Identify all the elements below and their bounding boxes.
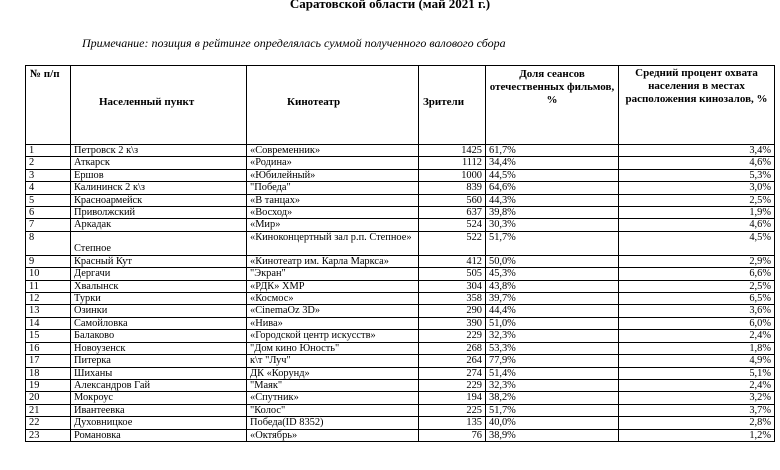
- cinema-cell: «Кинотеатр им. Карла Маркса»: [247, 255, 419, 267]
- table-row: [26, 231, 775, 255]
- city-cell: Самойловка: [71, 317, 247, 329]
- domestic-share-cell: 44,5%: [486, 169, 619, 181]
- table-row: [26, 268, 775, 280]
- coverage-cell: 3,0%: [619, 182, 775, 194]
- city-cell: Красный Кут: [71, 255, 247, 267]
- table-row: [26, 182, 775, 194]
- coverage-cell: 1,9%: [619, 207, 775, 219]
- row-number: 12: [26, 293, 71, 305]
- row-number: 6: [26, 207, 71, 219]
- cinema-cell: «Современник»: [247, 145, 419, 157]
- cinema-cell: «Космос»: [247, 293, 419, 305]
- coverage-cell: 2,8%: [619, 417, 775, 429]
- city-cell: Аркадак: [71, 219, 247, 231]
- cinema-cell: «Родина»: [247, 157, 419, 169]
- viewers-cell: 390: [419, 317, 486, 329]
- viewers-cell: 304: [419, 280, 486, 292]
- coverage-cell: 2,5%: [619, 280, 775, 292]
- coverage-cell: 5,3%: [619, 169, 775, 181]
- city-cell: Мокроус: [71, 392, 247, 404]
- cinema-cell: "Экран": [247, 268, 419, 280]
- coverage-cell: 5,1%: [619, 367, 775, 379]
- row-number: 11: [26, 280, 71, 292]
- table-row: [26, 429, 775, 441]
- city-cell: Аткарск: [71, 157, 247, 169]
- row-number: 2: [26, 157, 71, 169]
- cinema-cell: «Спутник»: [247, 392, 419, 404]
- city-cell: Красноармейск: [71, 194, 247, 206]
- cinema-cell: «Мир»: [247, 219, 419, 231]
- document-title: Саратовской области (май 2021 г.): [289, 0, 491, 11]
- table-row: [26, 342, 775, 354]
- cinema-cell: «Городской центр искусств»: [247, 330, 419, 342]
- row-number: 23: [26, 429, 71, 441]
- table-row: [26, 330, 775, 342]
- row-number: 22: [26, 417, 71, 429]
- viewers-cell: 76: [419, 429, 486, 441]
- row-number: 16: [26, 342, 71, 354]
- table-row: [26, 317, 775, 329]
- row-number: 20: [26, 392, 71, 404]
- rating-note: Примечание: позиция в рейтинге определялась суммой полученного валового сбора: [82, 36, 506, 50]
- cinema-rating-table: [25, 65, 775, 442]
- viewers-cell: 225: [419, 404, 486, 416]
- coverage-cell: 3,7%: [619, 404, 775, 416]
- cinema-cell: "Дом кино Юность": [247, 342, 419, 354]
- header-coverage: Средний процент охвата населения в местах расположения кинозалов, %: [619, 66, 775, 145]
- header-cinema: Кинотеатр: [247, 66, 419, 145]
- city-cell: Дергачи: [71, 268, 247, 280]
- city-cell: Александров Гай: [71, 379, 247, 391]
- cinema-cell: «В танцах»: [247, 194, 419, 206]
- row-number: 14: [26, 317, 71, 329]
- coverage-cell: 2,9%: [619, 255, 775, 267]
- viewers-cell: 637: [419, 207, 486, 219]
- row-number: 17: [26, 355, 71, 367]
- domestic-share-cell: 43,8%: [486, 280, 619, 292]
- coverage-cell: 2,5%: [619, 194, 775, 206]
- coverage-cell: 4,9%: [619, 355, 775, 367]
- city-cell: Ершов: [71, 169, 247, 181]
- domestic-share-cell: 51,7%: [486, 404, 619, 416]
- table-row: [26, 219, 775, 231]
- viewers-cell: 560: [419, 194, 486, 206]
- coverage-cell: 6,6%: [619, 268, 775, 280]
- table-row: [26, 194, 775, 206]
- viewers-cell: 268: [419, 342, 486, 354]
- cinema-cell: "Победа": [247, 182, 419, 194]
- domestic-share-cell: 38,9%: [486, 429, 619, 441]
- domestic-share-cell: 61,7%: [486, 145, 619, 157]
- coverage-cell: 3,4%: [619, 145, 775, 157]
- coverage-cell: 3,2%: [619, 392, 775, 404]
- viewers-cell: 274: [419, 367, 486, 379]
- coverage-cell: 3,6%: [619, 305, 775, 317]
- table-header-row: [26, 66, 775, 145]
- table-row: [26, 293, 775, 305]
- cinema-cell: "Маяк": [247, 379, 419, 391]
- city-cell: Духовницкое: [71, 417, 247, 429]
- coverage-cell: 4,5%: [619, 231, 775, 255]
- domestic-share-cell: 45,3%: [486, 268, 619, 280]
- viewers-cell: 1000: [419, 169, 486, 181]
- domestic-share-cell: 64,6%: [486, 182, 619, 194]
- row-number: 1: [26, 145, 71, 157]
- viewers-cell: 522: [419, 231, 486, 255]
- table-row: [26, 404, 775, 416]
- city-cell: Новоузенск: [71, 342, 247, 354]
- domestic-share-cell: 51,4%: [486, 367, 619, 379]
- domestic-share-cell: 51,0%: [486, 317, 619, 329]
- row-number: 5: [26, 194, 71, 206]
- table-row: [26, 255, 775, 267]
- table-row: [26, 379, 775, 391]
- cinema-cell: «Киноконцертный зал р.п. Степное»: [247, 231, 419, 255]
- cinema-cell: «Нива»: [247, 317, 419, 329]
- table-row: [26, 417, 775, 429]
- header-viewers: Зрители: [419, 66, 486, 145]
- row-number: 3: [26, 169, 71, 181]
- cinema-cell: «Октябрь»: [247, 429, 419, 441]
- viewers-cell: 505: [419, 268, 486, 280]
- cinema-cell: «CinemaOz 3D»: [247, 305, 419, 317]
- coverage-cell: 1,2%: [619, 429, 775, 441]
- city-cell: Петровск 2 к\з: [71, 145, 247, 157]
- table-row: [26, 145, 775, 157]
- city-cell: Хвалынск: [71, 280, 247, 292]
- viewers-cell: 290: [419, 305, 486, 317]
- row-number: 18: [26, 367, 71, 379]
- row-number: 8: [26, 231, 71, 255]
- city-cell: Калининск 2 к\з: [71, 182, 247, 194]
- row-number: 19: [26, 379, 71, 391]
- viewers-cell: 194: [419, 392, 486, 404]
- coverage-cell: 6,5%: [619, 293, 775, 305]
- header-domestic-share: Доля сеансов отечественных фильмов, %: [486, 66, 619, 145]
- coverage-cell: 1,8%: [619, 342, 775, 354]
- viewers-cell: 839: [419, 182, 486, 194]
- domestic-share-cell: 40,0%: [486, 417, 619, 429]
- domestic-share-cell: 44,3%: [486, 194, 619, 206]
- domestic-share-cell: 34,4%: [486, 157, 619, 169]
- table-row: [26, 280, 775, 292]
- domestic-share-cell: 32,3%: [486, 330, 619, 342]
- domestic-share-cell: 51,7%: [486, 231, 619, 255]
- city-cell: Приволжский: [71, 207, 247, 219]
- domestic-share-cell: 50,0%: [486, 255, 619, 267]
- cinema-cell: Победа(ID 8352): [247, 417, 419, 429]
- table-row: [26, 169, 775, 181]
- city-cell: Питерка: [71, 355, 247, 367]
- viewers-cell: 135: [419, 417, 486, 429]
- city-cell: Балаково: [71, 330, 247, 342]
- city-cell: Озинки: [71, 305, 247, 317]
- row-number: 13: [26, 305, 71, 317]
- domestic-share-cell: 53,3%: [486, 342, 619, 354]
- viewers-cell: 229: [419, 379, 486, 391]
- coverage-cell: 2,4%: [619, 330, 775, 342]
- table-row: [26, 392, 775, 404]
- domestic-share-cell: 77,9%: [486, 355, 619, 367]
- viewers-cell: 1425: [419, 145, 486, 157]
- viewers-cell: 264: [419, 355, 486, 367]
- city-cell: Шиханы: [71, 367, 247, 379]
- row-number: 7: [26, 219, 71, 231]
- domestic-share-cell: 39,7%: [486, 293, 619, 305]
- cinema-cell: «РДК» ХМР: [247, 280, 419, 292]
- coverage-cell: 2,4%: [619, 379, 775, 391]
- cinema-cell: "Колос": [247, 404, 419, 416]
- viewers-cell: 229: [419, 330, 486, 342]
- city-cell: Ивантеевка: [71, 404, 247, 416]
- viewers-cell: 358: [419, 293, 486, 305]
- viewers-cell: 1112: [419, 157, 486, 169]
- coverage-cell: 4,6%: [619, 219, 775, 231]
- cinema-cell: ДК «Корунд»: [247, 367, 419, 379]
- domestic-share-cell: 32,3%: [486, 379, 619, 391]
- row-number: 21: [26, 404, 71, 416]
- cinema-cell: «Восход»: [247, 207, 419, 219]
- domestic-share-cell: 39,8%: [486, 207, 619, 219]
- table-row: [26, 305, 775, 317]
- row-number: 10: [26, 268, 71, 280]
- header-number: № п/п: [26, 66, 71, 145]
- coverage-cell: 6,0%: [619, 317, 775, 329]
- city-cell: Степное: [71, 231, 247, 255]
- table-row: [26, 367, 775, 379]
- coverage-cell: 4,6%: [619, 157, 775, 169]
- viewers-cell: 412: [419, 255, 486, 267]
- cinema-cell: «Юбилейный»: [247, 169, 419, 181]
- city-cell: Романовка: [71, 429, 247, 441]
- row-number: 9: [26, 255, 71, 267]
- domestic-share-cell: 44,4%: [486, 305, 619, 317]
- header-city: Населенный пункт: [71, 66, 247, 145]
- row-number: 15: [26, 330, 71, 342]
- table-row: [26, 355, 775, 367]
- table-row: [26, 207, 775, 219]
- row-number: 4: [26, 182, 71, 194]
- cinema-cell: к\т "Луч": [247, 355, 419, 367]
- city-cell: Турки: [71, 293, 247, 305]
- domestic-share-cell: 30,3%: [486, 219, 619, 231]
- domestic-share-cell: 38,2%: [486, 392, 619, 404]
- table-row: [26, 157, 775, 169]
- viewers-cell: 524: [419, 219, 486, 231]
